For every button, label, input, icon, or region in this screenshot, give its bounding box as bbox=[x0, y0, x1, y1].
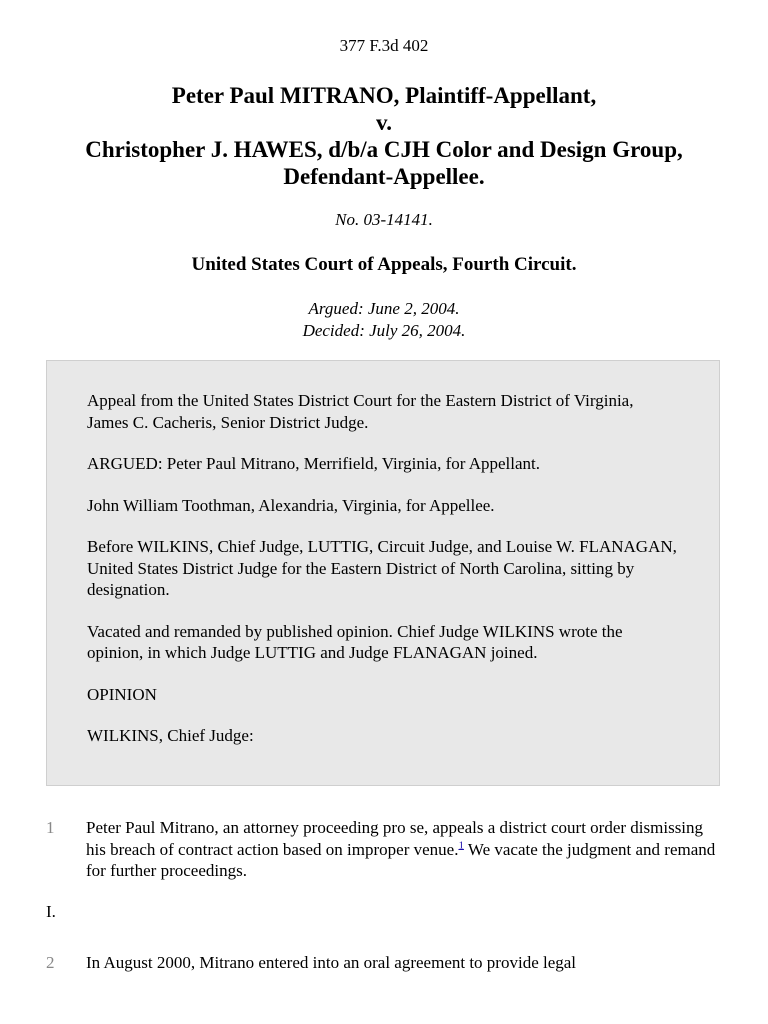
versus-line: v. bbox=[376, 110, 392, 135]
case-summary-box bbox=[46, 360, 720, 786]
appeal-from-text: Appeal from the United States District Court for the Eastern District of Virginia, James C. Cacheris, Senior District Judge. bbox=[87, 391, 634, 432]
paragraph-text-start: Peter Paul Mitrano, an attorney proceeding pro se, appeals a district court order dismissing his breach of contract action based on improper venue. bbox=[86, 818, 704, 859]
disposition-text: Vacated and remanded by published opinion. Chief Judge WILKINS wrote the opinion, in which Judge LUTTIG and Judge FLANAGAN joined. bbox=[87, 621, 623, 662]
paragraph-text-end: We vacate the judgment and remand for further proceedings. bbox=[86, 839, 716, 880]
decided-date: Decided: July 26, 2004. bbox=[302, 321, 466, 340]
opinion-label: OPINION bbox=[87, 684, 157, 704]
case-caption bbox=[0, 82, 768, 190]
docket-number: No. 03-14141. bbox=[335, 210, 433, 229]
opinion-author: WILKINS, Chief Judge: bbox=[87, 726, 254, 745]
case-dates bbox=[0, 298, 768, 342]
appellee-counsel-text: John William Toothman, Alexandria, Virginia, for Appellee. bbox=[87, 495, 495, 515]
paragraph-text bbox=[86, 817, 726, 882]
plaintiff-line: Peter Paul MITRANO, Plaintiff-Appellant, bbox=[171, 83, 597, 108]
court-name: United States Court of Appeals, Fourth Circuit. bbox=[191, 254, 577, 275]
argued-counsel-text: ARGUED: Peter Paul Mitrano, Merrifield, Virginia, for Appellant. bbox=[87, 454, 541, 473]
paragraph-number: 1 bbox=[46, 818, 55, 837]
section-heading: I. bbox=[46, 902, 56, 921]
defendant-role-line: Defendant-Appellee. bbox=[283, 164, 485, 189]
defendant-line: Christopher J. HAWES, d/b/a CJH Color and Design Group, bbox=[85, 137, 683, 162]
footnote-link[interactable]: 1 bbox=[458, 838, 464, 851]
argued-date: Argued: June 2, 2004. bbox=[308, 299, 460, 318]
panel-text: Before WILKINS, Chief Judge, LUTTIG, Circuit Judge, and Louise W. FLANAGAN, United States District Judge for the Eastern District of North Carolina, sitting by designation. bbox=[87, 537, 677, 599]
paragraph-text: In August 2000, Mitrano entered into an oral agreement to provide legal bbox=[86, 953, 577, 972]
paragraph-number: 2 bbox=[46, 953, 55, 972]
case-citation: 377 F.3d 402 bbox=[339, 36, 429, 55]
